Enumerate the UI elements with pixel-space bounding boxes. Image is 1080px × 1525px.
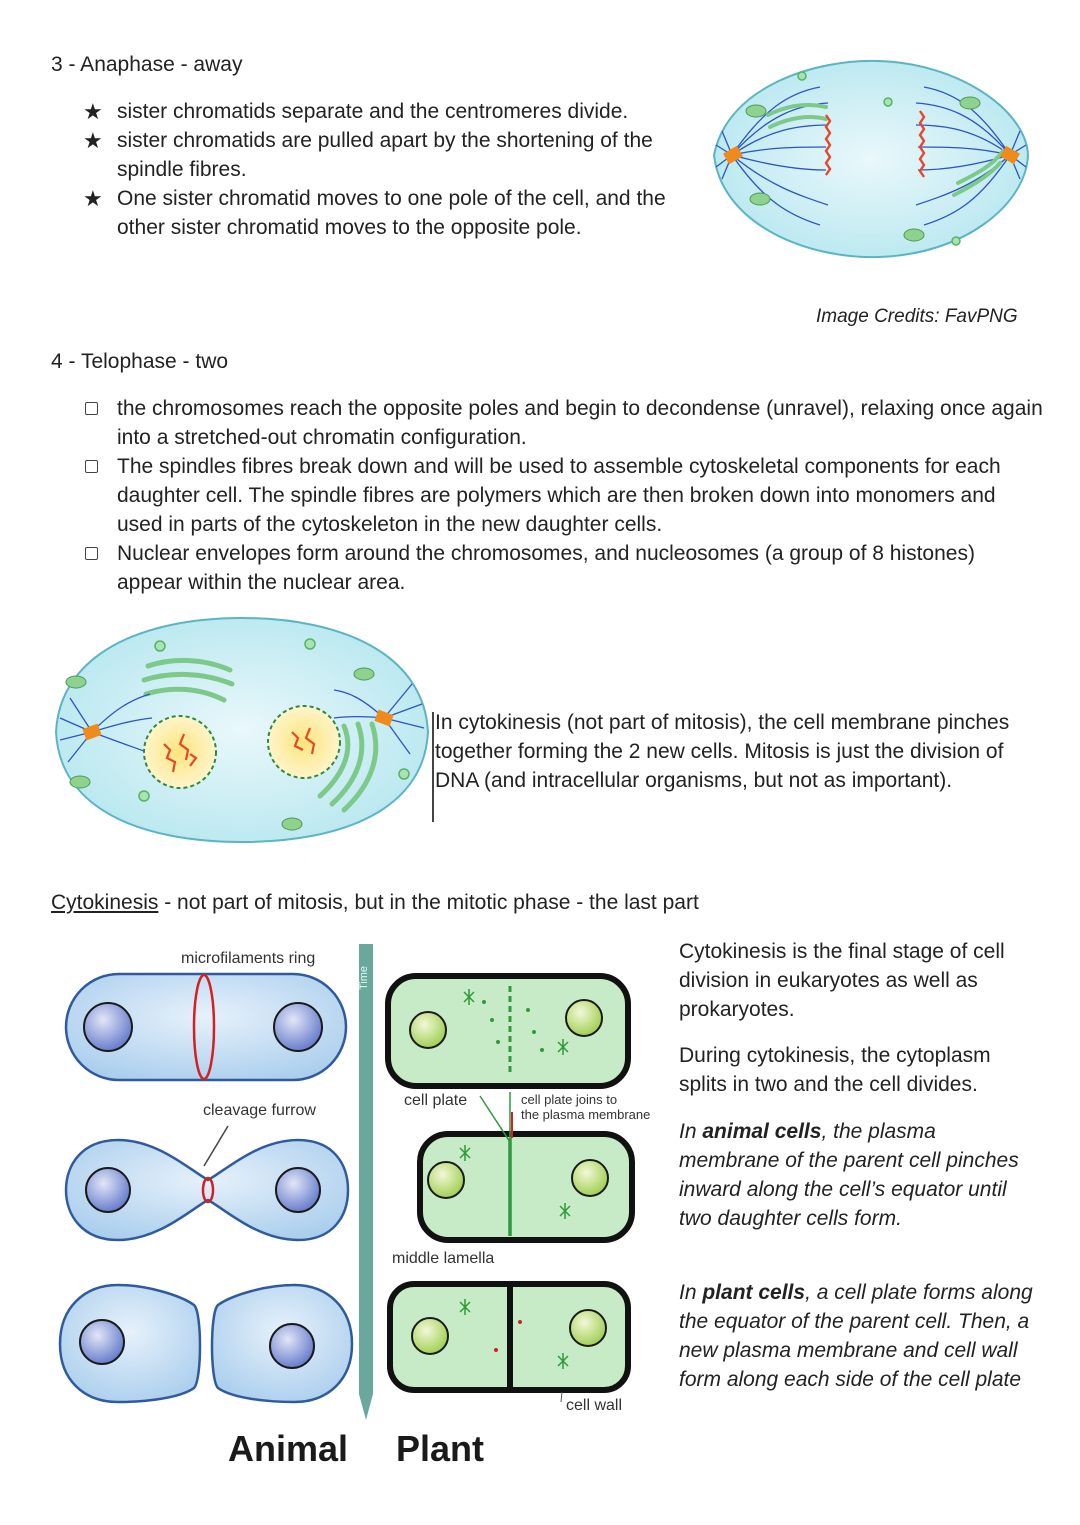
star-bullet-icon: ★ bbox=[83, 186, 103, 211]
list-item: ★ One sister chromatid moves to one pole of the cell, and the other sister chromatid moves to the opposite pole. bbox=[83, 186, 666, 239]
anaphase-heading: 3 - Anaphase - away bbox=[51, 53, 243, 76]
list-item: ★ sister chromatids separate and the centromeres divide. bbox=[83, 99, 629, 124]
star-bullet-icon: ★ bbox=[83, 128, 103, 153]
telophase-list bbox=[83, 394, 1043, 597]
plant-label: Plant bbox=[396, 1428, 485, 1469]
anaphase-list bbox=[83, 97, 693, 242]
list-item: the chromosomes reach the opposite poles and begin to decondense (unravel), relaxing once again into a stretched-out chromatin configuration. bbox=[83, 394, 1043, 452]
checkbox-bullet-icon bbox=[85, 460, 98, 473]
cytokinesis-para-1: Cytokinesis is the final stage of cell division in eukaryotes as well as prokaryotes. bbox=[679, 940, 1005, 1021]
animal-label: Animal bbox=[228, 1428, 349, 1469]
list-item: Nuclear envelopes form around the chromosomes, and nucleosomes (a group of 8 histones) appear within the nuclear area. bbox=[83, 539, 1043, 597]
cytokinesis-note: In cytokinesis (not part of mitosis), the cell membrane pinches together forming the 2 new cells. Mitosis is just the division of DNA (and intracellular organisms, but not as important). bbox=[435, 711, 1010, 792]
animal-cytokinesis-diagram bbox=[58, 940, 356, 1410]
image-credits: Image Credits: FavPNG bbox=[816, 306, 1018, 327]
cleavage-furrow-label: cleavage furrow bbox=[203, 1102, 316, 1119]
cell-wall-label: cell wall bbox=[566, 1397, 623, 1414]
plant-cells-paragraph: In plant cells, a cell plate forms along the equator of the parent cell. Then, a new plasma membrane and cell wall form along each side of the cell plate bbox=[679, 1281, 1033, 1391]
animal-cells-paragraph: In animal cells, the plasma membrane of the parent cell pinches inward along the cell’s equator until two daughter cells form. bbox=[679, 1120, 1019, 1230]
star-bullet-icon: ★ bbox=[83, 99, 103, 124]
plant-cytokinesis-diagram bbox=[384, 972, 640, 1402]
anaphase-cell-diagram bbox=[708, 55, 1034, 261]
middle-lamella-label: middle lamella bbox=[392, 1250, 495, 1267]
list-item: The spindles fibres break down and will be used to assemble cytoskeletal components for each daughter cell. The spindle fibres are polymers which are then broken down into monomers and used in parts of the cytoskeleton in the new daughter cells. bbox=[83, 452, 1043, 539]
note-divider bbox=[432, 712, 434, 822]
cell-plate-joins-label: cell plate joins to the plasma membrane bbox=[521, 1092, 651, 1122]
checkbox-bullet-icon bbox=[85, 547, 98, 560]
telophase-cell-diagram bbox=[52, 614, 432, 844]
time-arrow bbox=[355, 944, 377, 1422]
checkbox-bullet-icon bbox=[85, 402, 98, 415]
time-label: Time bbox=[358, 965, 370, 990]
cytokinesis-para-2: During cytokinesis, the cytoplasm splits in two and the cell divides. bbox=[679, 1044, 991, 1096]
cell-plate-label: cell plate bbox=[404, 1092, 468, 1109]
telophase-heading: 4 - Telophase - two bbox=[51, 350, 229, 373]
microfilaments-ring-label: microfilaments ring bbox=[181, 950, 316, 967]
cytokinesis-heading: Cytokinesis - not part of mitosis, but in the mitotic phase - the last part bbox=[51, 891, 699, 914]
list-item: ★ sister chromatids are pulled apart by the shortening of the spindle fibres. bbox=[83, 128, 653, 181]
